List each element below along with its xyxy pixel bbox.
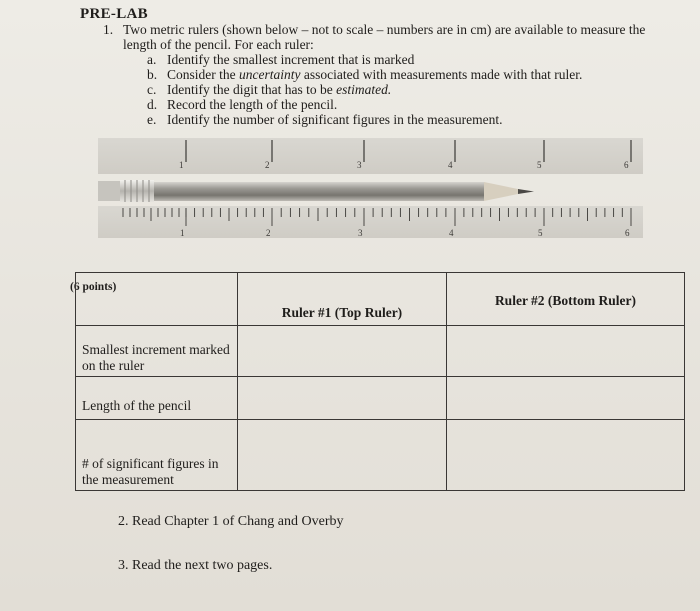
row-label-sig-figs: # of significant figures in the measurement <box>76 420 238 491</box>
question-1-item-c <box>147 82 663 97</box>
top-ruler-label: 1 <box>179 160 184 170</box>
item-text-before: Identify the digit that has to be <box>167 82 337 97</box>
item-letter: d. <box>147 97 158 112</box>
table-header-ruler-1: Ruler #1 (Top Ruler) <box>238 273 447 326</box>
item-text: Identify the number of significant figures in the measurement. <box>167 112 503 127</box>
cell-ruler-2-length[interactable] <box>447 377 685 420</box>
cell-ruler-1-increment[interactable] <box>238 326 447 377</box>
row-label-smallest-increment: Smallest increment marked on the ruler <box>76 326 238 377</box>
bottom-ruler <box>98 206 643 238</box>
question-1-stem: Two metric rulers (shown below – not to scale – numbers are in cm) are available to measure the length of the pencil. For each ruler: <box>123 22 646 52</box>
item-text-emphasis: estimated. <box>336 82 392 97</box>
item-text <box>167 67 582 82</box>
question-3: 3. Read the next two pages. <box>118 558 273 573</box>
bottom-ruler-label: 1 <box>180 228 185 238</box>
ruler-figure <box>98 138 643 248</box>
page-title: PRE-LAB <box>80 6 148 22</box>
item-letter: b. <box>147 67 158 82</box>
top-ruler-label: 5 <box>537 160 542 170</box>
item-text <box>167 82 391 97</box>
table-row <box>76 377 685 420</box>
item-text-emphasis: uncertainty <box>239 67 301 82</box>
cell-ruler-1-length[interactable] <box>238 377 447 420</box>
top-ruler-graphic <box>98 138 643 174</box>
question-1-item-b <box>147 67 663 82</box>
item-letter: c. <box>147 82 157 97</box>
table-header-empty <box>76 273 238 326</box>
pencil-illustration <box>98 176 643 206</box>
table-header-row <box>76 273 685 326</box>
question-1-item-d <box>147 97 663 112</box>
cell-ruler-2-increment[interactable] <box>447 326 685 377</box>
question-1-item-e <box>147 112 663 127</box>
table-header-ruler-2: Ruler #2 (Bottom Ruler) <box>447 273 685 326</box>
bottom-ruler-label: 6 <box>625 228 630 238</box>
item-text-after: associated with measurements made with that ruler. <box>300 67 583 82</box>
table-row <box>76 326 685 377</box>
top-ruler-label: 4 <box>448 160 453 170</box>
item-letter: e. <box>147 112 157 127</box>
top-ruler <box>98 138 643 174</box>
question-1 <box>103 22 663 127</box>
question-1-item-a <box>147 52 663 67</box>
points-label: (6 points) <box>70 281 117 293</box>
top-ruler-label: 2 <box>265 160 270 170</box>
item-text: Record the length of the pencil. <box>167 97 338 112</box>
row-label-pencil-length: Length of the pencil <box>76 377 238 420</box>
bottom-ruler-graphic <box>98 206 643 238</box>
bottom-ruler-label: 4 <box>449 228 454 238</box>
bottom-ruler-label: 2 <box>266 228 271 238</box>
item-text-before: Consider the <box>167 67 239 82</box>
question-2: 2. Read Chapter 1 of Chang and Overby <box>118 514 344 529</box>
cell-ruler-2-sig-figs[interactable] <box>447 420 685 491</box>
answer-table <box>75 272 685 491</box>
top-ruler-label: 3 <box>357 160 362 170</box>
item-text: Identify the smallest increment that is marked <box>167 52 415 67</box>
top-ruler-label: 6 <box>624 160 629 170</box>
cell-ruler-1-sig-figs[interactable] <box>238 420 447 491</box>
bottom-ruler-label: 3 <box>358 228 363 238</box>
question-1-number: 1. <box>103 22 114 37</box>
bottom-ruler-label: 5 <box>538 228 543 238</box>
table-row <box>76 420 685 491</box>
item-letter: a. <box>147 52 157 67</box>
